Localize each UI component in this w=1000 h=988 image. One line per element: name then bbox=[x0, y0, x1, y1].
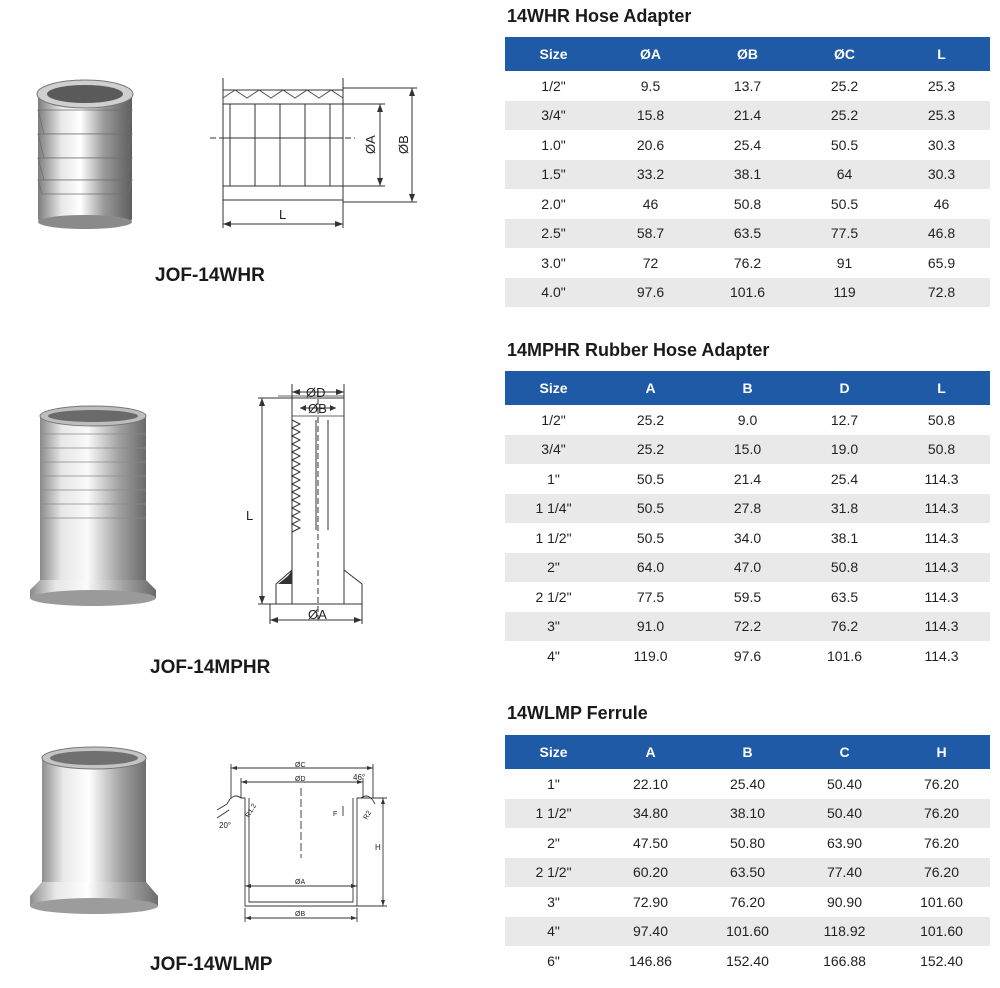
table-cell: 91.0 bbox=[602, 612, 699, 642]
table-cell: 1 1/2" bbox=[505, 799, 602, 829]
table-cell: 114.3 bbox=[893, 641, 990, 671]
column-header: Size bbox=[505, 735, 602, 769]
column-header: L bbox=[893, 371, 990, 405]
spec-table-14wlmp bbox=[505, 735, 990, 976]
table-row bbox=[505, 946, 990, 976]
table-cell: 77.5 bbox=[602, 582, 699, 612]
table-cell: 76.20 bbox=[893, 769, 990, 799]
table-cell: 97.40 bbox=[602, 917, 699, 947]
table-cell: 50.80 bbox=[699, 828, 796, 858]
table-cell: 50.5 bbox=[796, 189, 893, 219]
table-cell: 46 bbox=[893, 189, 990, 219]
table-cell: 1/2" bbox=[505, 71, 602, 101]
table-cell: 50.5 bbox=[602, 494, 699, 524]
column-header: B bbox=[699, 735, 796, 769]
table-row bbox=[505, 828, 990, 858]
table-row bbox=[505, 917, 990, 947]
table-row bbox=[505, 887, 990, 917]
column-header: ØA bbox=[602, 37, 699, 71]
table-cell: 25.2 bbox=[796, 71, 893, 101]
product-code-14whr: JOF-14WHR bbox=[155, 265, 265, 286]
table-cell: 15.8 bbox=[602, 101, 699, 131]
table-cell: 72.90 bbox=[602, 887, 699, 917]
table-cell: 2" bbox=[505, 828, 602, 858]
dim-label-angle2: 20° bbox=[219, 821, 232, 830]
table-row bbox=[505, 799, 990, 829]
table-cell: 76.20 bbox=[699, 887, 796, 917]
table-row bbox=[505, 858, 990, 888]
table-row bbox=[505, 189, 990, 219]
table-row bbox=[505, 641, 990, 671]
table-cell: 77.5 bbox=[796, 219, 893, 249]
table-cell: 1" bbox=[505, 464, 602, 494]
table-cell: 25.3 bbox=[893, 101, 990, 131]
table-cell: 101.6 bbox=[796, 641, 893, 671]
table-cell: 2.0" bbox=[505, 189, 602, 219]
table-cell: 4.0" bbox=[505, 278, 602, 308]
table-cell: 38.1 bbox=[699, 160, 796, 190]
table-cell: 13.7 bbox=[699, 71, 796, 101]
column-header: L bbox=[893, 37, 990, 71]
dim-label-b: ØB bbox=[396, 135, 411, 154]
technical-drawing-14whr bbox=[205, 78, 435, 243]
table-cell: 12.7 bbox=[796, 405, 893, 435]
table-cell: 114.3 bbox=[893, 464, 990, 494]
table-cell: 72.8 bbox=[893, 278, 990, 308]
table-cell: 114.3 bbox=[893, 523, 990, 553]
table-cell: 2.5" bbox=[505, 219, 602, 249]
table-row bbox=[505, 219, 990, 249]
column-header: ØB bbox=[699, 37, 796, 71]
table-cell: 3" bbox=[505, 612, 602, 642]
table-row bbox=[505, 435, 990, 465]
table-cell: 4" bbox=[505, 917, 602, 947]
technical-drawing-14mphr bbox=[238, 380, 378, 630]
table-cell: 34.80 bbox=[602, 799, 699, 829]
table-cell: 50.8 bbox=[893, 405, 990, 435]
table-cell: 114.3 bbox=[893, 582, 990, 612]
table-cell: 76.20 bbox=[893, 858, 990, 888]
table-cell: 30.3 bbox=[893, 130, 990, 160]
table-cell: 76.20 bbox=[893, 799, 990, 829]
table-cell: 38.10 bbox=[699, 799, 796, 829]
table-cell: 64.0 bbox=[602, 553, 699, 583]
dim-label-a: ØA bbox=[363, 135, 378, 154]
table-cell: 20.6 bbox=[602, 130, 699, 160]
table-cell: 19.0 bbox=[796, 435, 893, 465]
table-cell: 31.8 bbox=[796, 494, 893, 524]
table-cell: 1.0" bbox=[505, 130, 602, 160]
table-row bbox=[505, 523, 990, 553]
column-header: H bbox=[893, 735, 990, 769]
column-header: ØC bbox=[796, 37, 893, 71]
table-cell: 2" bbox=[505, 553, 602, 583]
table-row bbox=[505, 130, 990, 160]
table-cell: 101.60 bbox=[893, 917, 990, 947]
section-title-14wlmp: 14WLMP Ferrule bbox=[507, 703, 648, 723]
dim-label-f: F bbox=[333, 811, 338, 818]
table-cell: 64 bbox=[796, 160, 893, 190]
table-cell: 25.3 bbox=[893, 71, 990, 101]
product-photo-14whr bbox=[30, 72, 140, 232]
table-cell: 101.60 bbox=[893, 887, 990, 917]
table-cell: 30.3 bbox=[893, 160, 990, 190]
table-cell: 97.6 bbox=[699, 641, 796, 671]
dim-label-l: L bbox=[246, 508, 254, 523]
table-cell: 152.40 bbox=[699, 946, 796, 976]
table-cell: 34.0 bbox=[699, 523, 796, 553]
table-cell: 119 bbox=[796, 278, 893, 308]
dim-label-r2: R2 bbox=[362, 809, 374, 821]
dim-label-a: ØA bbox=[295, 879, 306, 886]
table-row bbox=[505, 582, 990, 612]
table-cell: 1 1/2" bbox=[505, 523, 602, 553]
table-cell: 46.8 bbox=[893, 219, 990, 249]
table-cell: 25.2 bbox=[602, 405, 699, 435]
table-cell: 3/4" bbox=[505, 435, 602, 465]
column-header: Size bbox=[505, 37, 602, 71]
table-row bbox=[505, 553, 990, 583]
product-code-14mphr: JOF-14MPHR bbox=[150, 657, 271, 678]
table-cell: 50.8 bbox=[796, 553, 893, 583]
product-photo-14mphr bbox=[22, 402, 172, 612]
table-cell: 15.0 bbox=[699, 435, 796, 465]
table-cell: 101.60 bbox=[699, 917, 796, 947]
table-cell: 50.5 bbox=[602, 523, 699, 553]
table-cell: 76.2 bbox=[699, 248, 796, 278]
table-cell: 63.5 bbox=[796, 582, 893, 612]
column-header: A bbox=[602, 735, 699, 769]
table-cell: 63.5 bbox=[699, 219, 796, 249]
table-cell: 2 1/2" bbox=[505, 858, 602, 888]
table-cell: 63.50 bbox=[699, 858, 796, 888]
table-cell: 22.10 bbox=[602, 769, 699, 799]
table-row bbox=[505, 278, 990, 308]
table-row bbox=[505, 494, 990, 524]
table-cell: 2 1/2" bbox=[505, 582, 602, 612]
table-cell: 152.40 bbox=[893, 946, 990, 976]
table-cell: 47.50 bbox=[602, 828, 699, 858]
table-cell: 46 bbox=[602, 189, 699, 219]
dim-label-b: ØB bbox=[308, 401, 327, 416]
table-cell: 65.9 bbox=[893, 248, 990, 278]
table-cell: 3" bbox=[505, 887, 602, 917]
table-row bbox=[505, 71, 990, 101]
table-cell: 90.90 bbox=[796, 887, 893, 917]
table-cell: 72.2 bbox=[699, 612, 796, 642]
table-cell: 50.8 bbox=[699, 189, 796, 219]
section-title-14mphr: 14MPHR Rubber Hose Adapter bbox=[507, 340, 770, 360]
table-cell: 76.20 bbox=[893, 828, 990, 858]
product-photo-14wlmp bbox=[22, 744, 174, 922]
table-cell: 97.6 bbox=[602, 278, 699, 308]
table-cell: 1.5" bbox=[505, 160, 602, 190]
table-cell: 1 1/4" bbox=[505, 494, 602, 524]
table-cell: 50.5 bbox=[796, 130, 893, 160]
spec-table-14mphr bbox=[505, 371, 990, 671]
table-cell: 114.3 bbox=[893, 494, 990, 524]
table-cell: 146.86 bbox=[602, 946, 699, 976]
table-cell: 3/4" bbox=[505, 101, 602, 131]
table-row bbox=[505, 769, 990, 799]
dim-label-h: H bbox=[375, 843, 381, 852]
dim-label-d: ØD bbox=[295, 776, 306, 783]
table-cell: 166.88 bbox=[796, 946, 893, 976]
table-cell: 25.40 bbox=[699, 769, 796, 799]
table-cell: 50.40 bbox=[796, 799, 893, 829]
table-row bbox=[505, 612, 990, 642]
table-cell: 9.0 bbox=[699, 405, 796, 435]
table-cell: 114.3 bbox=[893, 612, 990, 642]
column-header: Size bbox=[505, 371, 602, 405]
table-cell: 119.0 bbox=[602, 641, 699, 671]
table-cell: 63.90 bbox=[796, 828, 893, 858]
table-cell: 3.0" bbox=[505, 248, 602, 278]
table-cell: 21.4 bbox=[699, 464, 796, 494]
dim-label-d: ØD bbox=[306, 385, 326, 400]
table-cell: 50.8 bbox=[893, 435, 990, 465]
table-cell: 50.5 bbox=[602, 464, 699, 494]
table-cell: 91 bbox=[796, 248, 893, 278]
dim-label-c: ØC bbox=[295, 762, 306, 769]
dim-label-r1: R1.2 bbox=[244, 802, 259, 819]
dim-label-b: ØB bbox=[295, 911, 306, 918]
table-cell: 114.3 bbox=[893, 553, 990, 583]
product-code-14wlmp: JOF-14WLMP bbox=[150, 954, 273, 975]
table-cell: 76.2 bbox=[796, 612, 893, 642]
table-cell: 9.5 bbox=[602, 71, 699, 101]
column-header: C bbox=[796, 735, 893, 769]
table-cell: 50.40 bbox=[796, 769, 893, 799]
dim-label-angle: 46° bbox=[353, 773, 366, 782]
table-cell: 25.4 bbox=[796, 464, 893, 494]
table-row bbox=[505, 405, 990, 435]
table-cell: 101.6 bbox=[699, 278, 796, 308]
table-cell: 118.92 bbox=[796, 917, 893, 947]
section-title-14whr: 14WHR Hose Adapter bbox=[507, 6, 692, 26]
table-cell: 59.5 bbox=[699, 582, 796, 612]
table-cell: 6" bbox=[505, 946, 602, 976]
table-cell: 25.4 bbox=[699, 130, 796, 160]
spec-table-14whr bbox=[505, 37, 990, 307]
table-cell: 27.8 bbox=[699, 494, 796, 524]
table-row bbox=[505, 248, 990, 278]
table-cell: 77.40 bbox=[796, 858, 893, 888]
technical-drawing-14wlmp bbox=[215, 758, 395, 928]
table-cell: 25.2 bbox=[602, 435, 699, 465]
table-cell: 4" bbox=[505, 641, 602, 671]
dim-label-a: ØA bbox=[308, 607, 327, 622]
column-header: A bbox=[602, 371, 699, 405]
table-cell: 38.1 bbox=[796, 523, 893, 553]
table-cell: 33.2 bbox=[602, 160, 699, 190]
table-cell: 1" bbox=[505, 769, 602, 799]
table-cell: 21.4 bbox=[699, 101, 796, 131]
table-cell: 25.2 bbox=[796, 101, 893, 131]
table-row bbox=[505, 160, 990, 190]
table-cell: 47.0 bbox=[699, 553, 796, 583]
table-cell: 58.7 bbox=[602, 219, 699, 249]
table-cell: 60.20 bbox=[602, 858, 699, 888]
table-row bbox=[505, 101, 990, 131]
dim-label-l: L bbox=[279, 207, 287, 222]
column-header: B bbox=[699, 371, 796, 405]
table-cell: 1/2" bbox=[505, 405, 602, 435]
column-header: D bbox=[796, 371, 893, 405]
table-cell: 72 bbox=[602, 248, 699, 278]
table-row bbox=[505, 464, 990, 494]
